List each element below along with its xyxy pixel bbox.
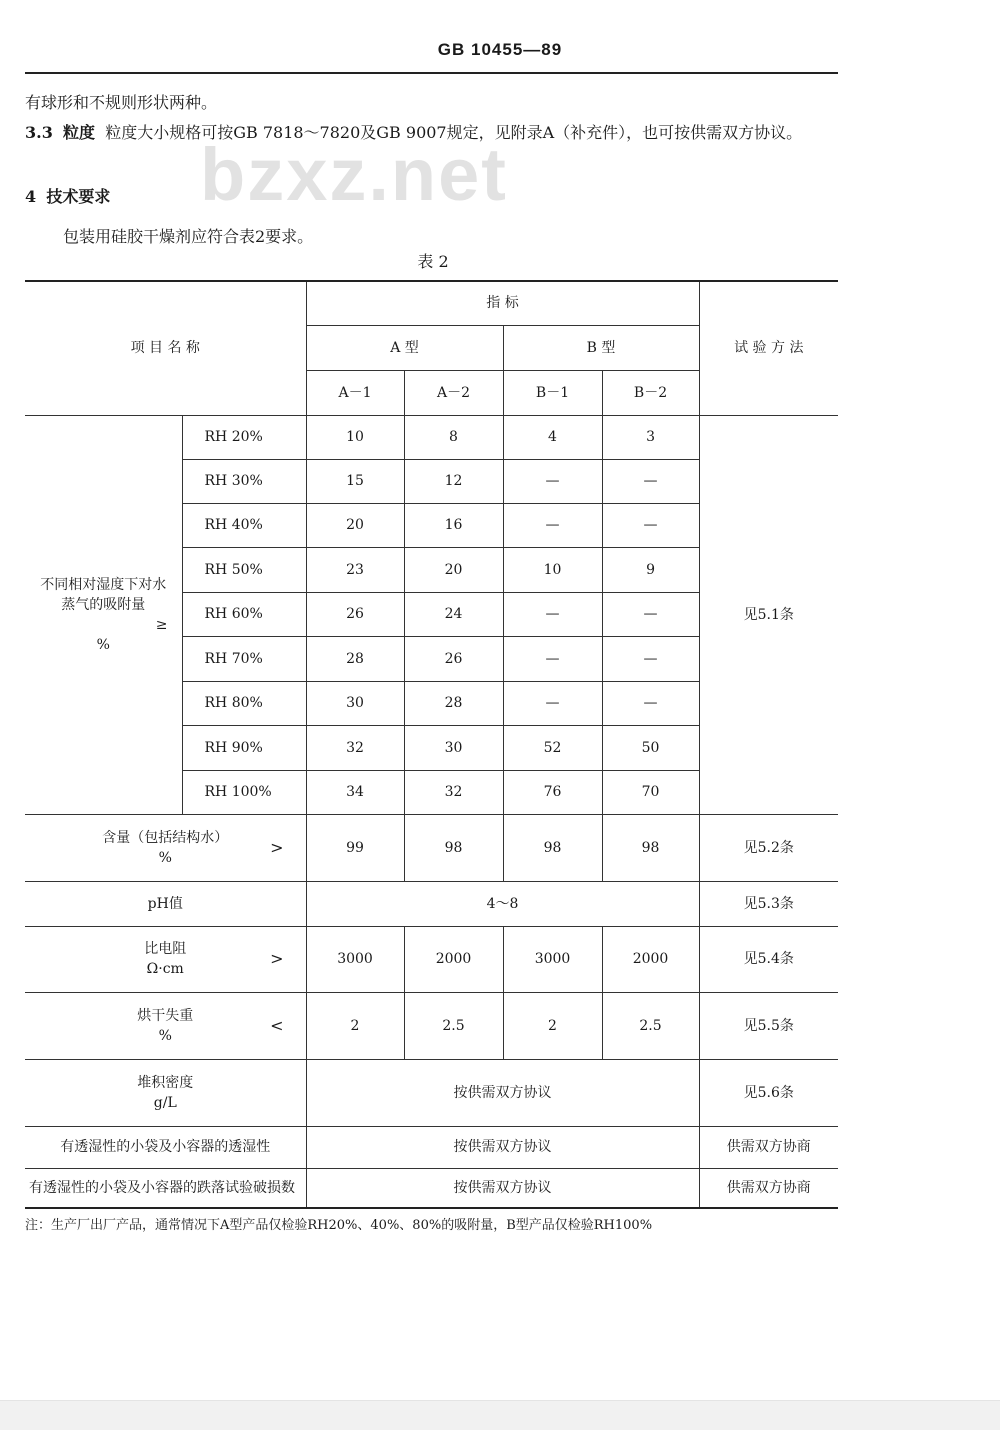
cell-value: 32 bbox=[306, 725, 404, 770]
drying-loss-method: 见5.5条 bbox=[699, 992, 838, 1059]
cell-value: 9 bbox=[602, 547, 699, 592]
cell-value: 20 bbox=[404, 547, 503, 592]
adsorption-symbol: ≥ bbox=[155, 616, 168, 633]
cell-value: 10 bbox=[503, 547, 602, 592]
paragraph-text: 有球形和不规则形状两种。 bbox=[25, 93, 218, 112]
cell-value: 2 bbox=[503, 992, 602, 1059]
cell-value: 2000 bbox=[602, 926, 699, 992]
cell-value: — bbox=[503, 459, 602, 503]
header-rule bbox=[25, 72, 838, 74]
section-number: 3.3 bbox=[25, 123, 53, 142]
cell-value: 98 bbox=[503, 814, 602, 881]
cell-value: — bbox=[602, 681, 699, 725]
document-header: GB 10455—89 bbox=[437, 40, 563, 59]
permeability-label: 有透湿性的小袋及小容器的透湿性 bbox=[25, 1126, 306, 1168]
cell-value: 98 bbox=[404, 814, 503, 881]
cell-value: — bbox=[503, 636, 602, 681]
header-sub: B－1 bbox=[503, 370, 602, 415]
cell-value: 70 bbox=[602, 770, 699, 814]
cell-value: 26 bbox=[306, 592, 404, 636]
permeability-method: 供需双方协商 bbox=[699, 1126, 838, 1168]
header-type-a: A 型 bbox=[306, 325, 503, 370]
cell-value: 3 bbox=[602, 415, 699, 459]
cell-value: 52 bbox=[503, 725, 602, 770]
table-row bbox=[25, 1126, 838, 1168]
paragraph-text: 粒度大小规格可按GB 7818～7820及GB 9007规定，见附录A（补充件），也可按供需双方协议。 bbox=[105, 123, 803, 142]
cell-value: — bbox=[503, 681, 602, 725]
content-method: 见5.2条 bbox=[699, 814, 838, 881]
ph-value: 4～8 bbox=[306, 881, 699, 926]
table-header-row bbox=[25, 281, 838, 325]
content-item-cell bbox=[25, 814, 306, 881]
rh-label: RH 50% bbox=[182, 547, 306, 592]
cell-value: 16 bbox=[404, 503, 503, 547]
table-caption: 表 2 bbox=[417, 252, 449, 271]
cell-value: — bbox=[602, 459, 699, 503]
drop-method: 供需双方协商 bbox=[699, 1168, 838, 1208]
cell-value: 15 bbox=[306, 459, 404, 503]
cell-value: 30 bbox=[404, 725, 503, 770]
density-unit: g/L bbox=[153, 1094, 177, 1111]
table-row bbox=[25, 1059, 838, 1126]
table-note: 注：生产厂出厂产品，通常情况下A型产品仅检验RH20%、40%、80%的吸附量，B型产品仅检验RH100% bbox=[25, 1218, 653, 1233]
paragraph-requirement bbox=[63, 222, 838, 252]
cell-value: 50 bbox=[602, 725, 699, 770]
section-title: 技术要求 bbox=[46, 187, 111, 206]
adsorption-unit: % bbox=[96, 636, 110, 653]
density-method: 见5.6条 bbox=[699, 1059, 838, 1126]
cell-value: — bbox=[503, 503, 602, 547]
cell-value: 23 bbox=[306, 547, 404, 592]
header-sub: A－2 bbox=[404, 370, 503, 415]
cell-value: 32 bbox=[404, 770, 503, 814]
drop-label: 有透湿性的小袋及小容器的跌落试验破损数 bbox=[25, 1168, 306, 1208]
cell-value: 24 bbox=[404, 592, 503, 636]
cell-value: 3000 bbox=[306, 926, 404, 992]
header-sub: A－1 bbox=[306, 370, 404, 415]
header-item: 项 目 名 称 bbox=[25, 281, 306, 415]
density-item-cell bbox=[25, 1059, 306, 1126]
content-unit: % bbox=[158, 849, 172, 866]
cell-value: — bbox=[602, 592, 699, 636]
rh-label: RH 100% bbox=[182, 770, 306, 814]
cell-value: 2.5 bbox=[602, 992, 699, 1059]
paragraph-shape bbox=[25, 88, 838, 118]
density-value: 按供需双方协议 bbox=[306, 1059, 699, 1126]
spec-table bbox=[25, 280, 838, 1209]
adsorption-group-cell bbox=[25, 415, 182, 814]
content-symbol: > bbox=[270, 837, 284, 857]
rh-label: RH 20% bbox=[182, 415, 306, 459]
cell-value: 30 bbox=[306, 681, 404, 725]
cell-value: 8 bbox=[404, 415, 503, 459]
cell-value: 10 bbox=[306, 415, 404, 459]
permeability-value: 按供需双方协议 bbox=[306, 1126, 699, 1168]
cell-value: 98 bbox=[602, 814, 699, 881]
cell-value: 2 bbox=[306, 992, 404, 1059]
section-title: 粒度 bbox=[63, 123, 96, 142]
drop-value: 按供需双方协议 bbox=[306, 1168, 699, 1208]
table-row bbox=[25, 814, 838, 881]
scan-bottom-strip bbox=[0, 1400, 1000, 1430]
table-row bbox=[25, 1168, 838, 1208]
drying-loss-unit: % bbox=[158, 1027, 172, 1044]
cell-value: 2000 bbox=[404, 926, 503, 992]
cell-value: — bbox=[602, 503, 699, 547]
header-sub: B－2 bbox=[602, 370, 699, 415]
resistivity-unit: Ω·cm bbox=[146, 961, 184, 977]
cell-value: 3000 bbox=[503, 926, 602, 992]
drying-loss-label: 烘干失重 bbox=[137, 1007, 194, 1024]
rh-label: RH 80% bbox=[182, 681, 306, 725]
ph-method: 见5.3条 bbox=[699, 881, 838, 926]
table-row bbox=[25, 415, 838, 459]
adsorption-method: 见5.1条 bbox=[699, 415, 838, 814]
cell-value: 76 bbox=[503, 770, 602, 814]
cell-value: 12 bbox=[404, 459, 503, 503]
resistivity-symbol: > bbox=[270, 949, 284, 968]
cell-value: 28 bbox=[404, 681, 503, 725]
cell-value: 2.5 bbox=[404, 992, 503, 1059]
rh-label: RH 60% bbox=[182, 592, 306, 636]
cell-value: 28 bbox=[306, 636, 404, 681]
cell-value: 20 bbox=[306, 503, 404, 547]
header-index: 指 标 bbox=[306, 281, 699, 325]
drying-loss-item-cell bbox=[25, 992, 306, 1059]
paragraph-text: 包装用硅胶干燥剂应符合表2要求。 bbox=[63, 227, 314, 246]
table-row bbox=[25, 926, 838, 992]
table-row bbox=[25, 992, 838, 1059]
header-type-b: B 型 bbox=[503, 325, 699, 370]
resistivity-item-cell bbox=[25, 926, 306, 992]
cell-value: — bbox=[602, 636, 699, 681]
rh-label: RH 70% bbox=[182, 636, 306, 681]
cell-value: — bbox=[503, 592, 602, 636]
cell-value: 99 bbox=[306, 814, 404, 881]
rh-label: RH 30% bbox=[182, 459, 306, 503]
resistivity-label: 比电阻 bbox=[144, 941, 187, 957]
adsorption-label: 不同相对湿度下对水蒸气的吸附量 bbox=[40, 576, 167, 613]
cell-value: 26 bbox=[404, 636, 503, 681]
header-method: 试 验 方 法 bbox=[699, 281, 838, 415]
cell-value: 34 bbox=[306, 770, 404, 814]
density-label: 堆积密度 bbox=[137, 1074, 194, 1091]
drying-loss-symbol: < bbox=[270, 1015, 284, 1035]
ph-label: pH值 bbox=[25, 881, 306, 926]
rh-label: RH 40% bbox=[182, 503, 306, 547]
cell-value: 4 bbox=[503, 415, 602, 459]
resistivity-method: 见5.4条 bbox=[699, 926, 838, 992]
table-row bbox=[25, 881, 838, 926]
rh-label: RH 90% bbox=[182, 725, 306, 770]
section-number: 4 bbox=[25, 187, 37, 206]
watermark: bzxz.net bbox=[200, 133, 508, 216]
content-label: 含量（包括结构水） bbox=[102, 829, 229, 846]
